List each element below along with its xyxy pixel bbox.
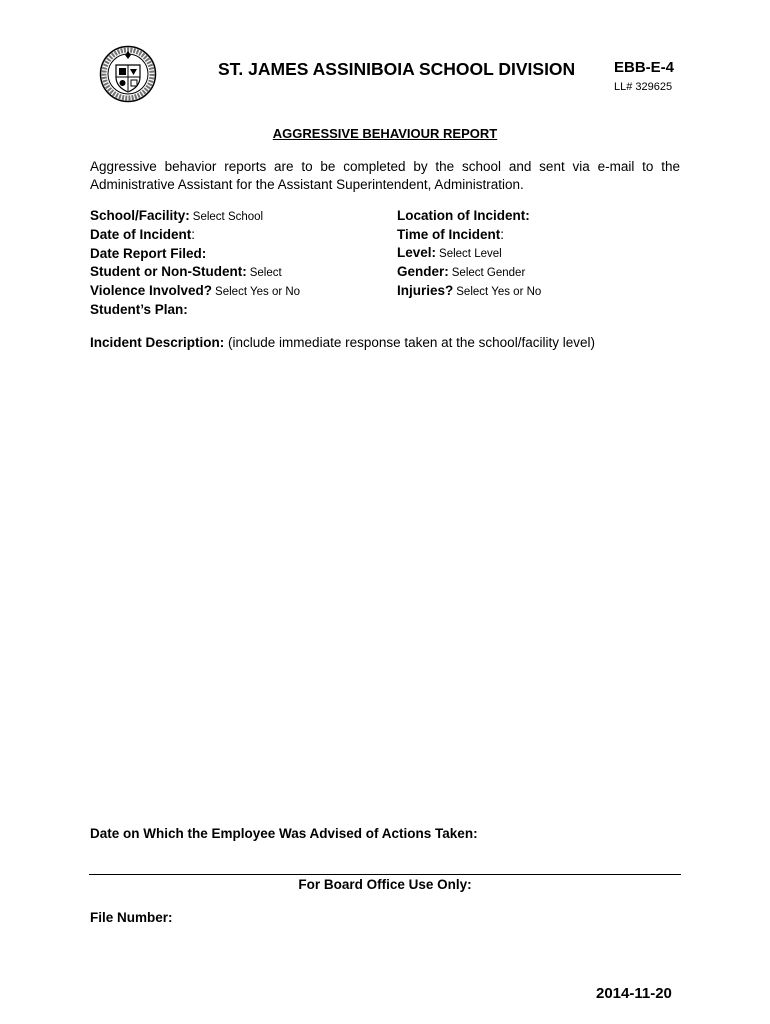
injuries-label: Injuries? <box>397 283 454 298</box>
injuries-row <box>397 281 541 302</box>
intro-line-1: Aggressive behavior reports are to be completed by the school and sent via e-mail to the <box>90 159 680 174</box>
report-title: AGGRESSIVE BEHAVIOUR REPORT <box>272 126 498 141</box>
date-of-incident-row <box>90 225 195 244</box>
students-plan-label: Student’s Plan: <box>90 302 188 317</box>
level-select[interactable]: Select Level <box>439 248 502 260</box>
intro-line-2: Administrative Assistant for the Assistant Superintendent, Administration. <box>90 177 524 192</box>
incident-description-row <box>90 335 595 350</box>
violence-select[interactable]: Select Yes or No <box>215 286 301 298</box>
organization-name: ST. JAMES ASSINIBOIA SCHOOL DIVISION <box>218 59 576 79</box>
school-division-crest-icon <box>99 45 157 103</box>
location-of-incident-label: Location of Incident: <box>397 208 530 223</box>
date-of-incident-label: Date of Incident <box>90 227 192 242</box>
student-type-select[interactable]: Select <box>249 267 282 279</box>
incident-description-note: (include immediate response taken at the school/facility level) <box>228 335 595 350</box>
gender-select[interactable]: Select Gender <box>451 267 526 279</box>
section-divider <box>89 874 681 875</box>
time-of-incident-colon: : <box>500 227 505 242</box>
location-of-incident-row <box>397 206 530 225</box>
footer-date: 2014-11-20 <box>596 985 672 1002</box>
students-plan-row <box>90 300 188 319</box>
intro-paragraph <box>90 158 680 194</box>
student-or-non-student-row <box>90 262 282 283</box>
injuries-select[interactable]: Select Yes or No <box>456 286 542 298</box>
time-of-incident-row <box>397 225 504 244</box>
employee-advised-label: Date on Which the Employee Was Advised of Actions Taken: <box>90 826 478 841</box>
file-number-label: File Number: <box>90 910 173 925</box>
ll-number: LL# 329625 <box>614 81 673 93</box>
date-of-incident-colon: : <box>191 227 196 242</box>
level-label: Level: <box>397 245 437 260</box>
violence-involved-row <box>90 281 300 302</box>
school-facility-row <box>90 206 263 227</box>
board-office-title: For Board Office Use Only: <box>298 877 472 892</box>
school-select[interactable]: Select School <box>192 211 264 223</box>
school-facility-colon: : <box>185 208 190 223</box>
violence-involved-label: Violence Involved? <box>90 283 213 298</box>
gender-label: Gender: <box>397 264 449 279</box>
date-report-filed-label: Date Report Filed: <box>90 246 207 261</box>
time-of-incident-label: Time of Incident <box>397 227 501 242</box>
crest-graphic <box>99 45 157 103</box>
incident-description-label: Incident Description: <box>90 335 225 350</box>
date-report-filed-row <box>90 244 206 263</box>
document-code: EBB-E-4 <box>614 59 675 76</box>
school-facility-label: School/Facility <box>90 208 186 223</box>
level-row <box>397 243 502 264</box>
student-or-non-student-label: Student or Non-Student: <box>90 264 247 279</box>
gender-row <box>397 262 525 283</box>
